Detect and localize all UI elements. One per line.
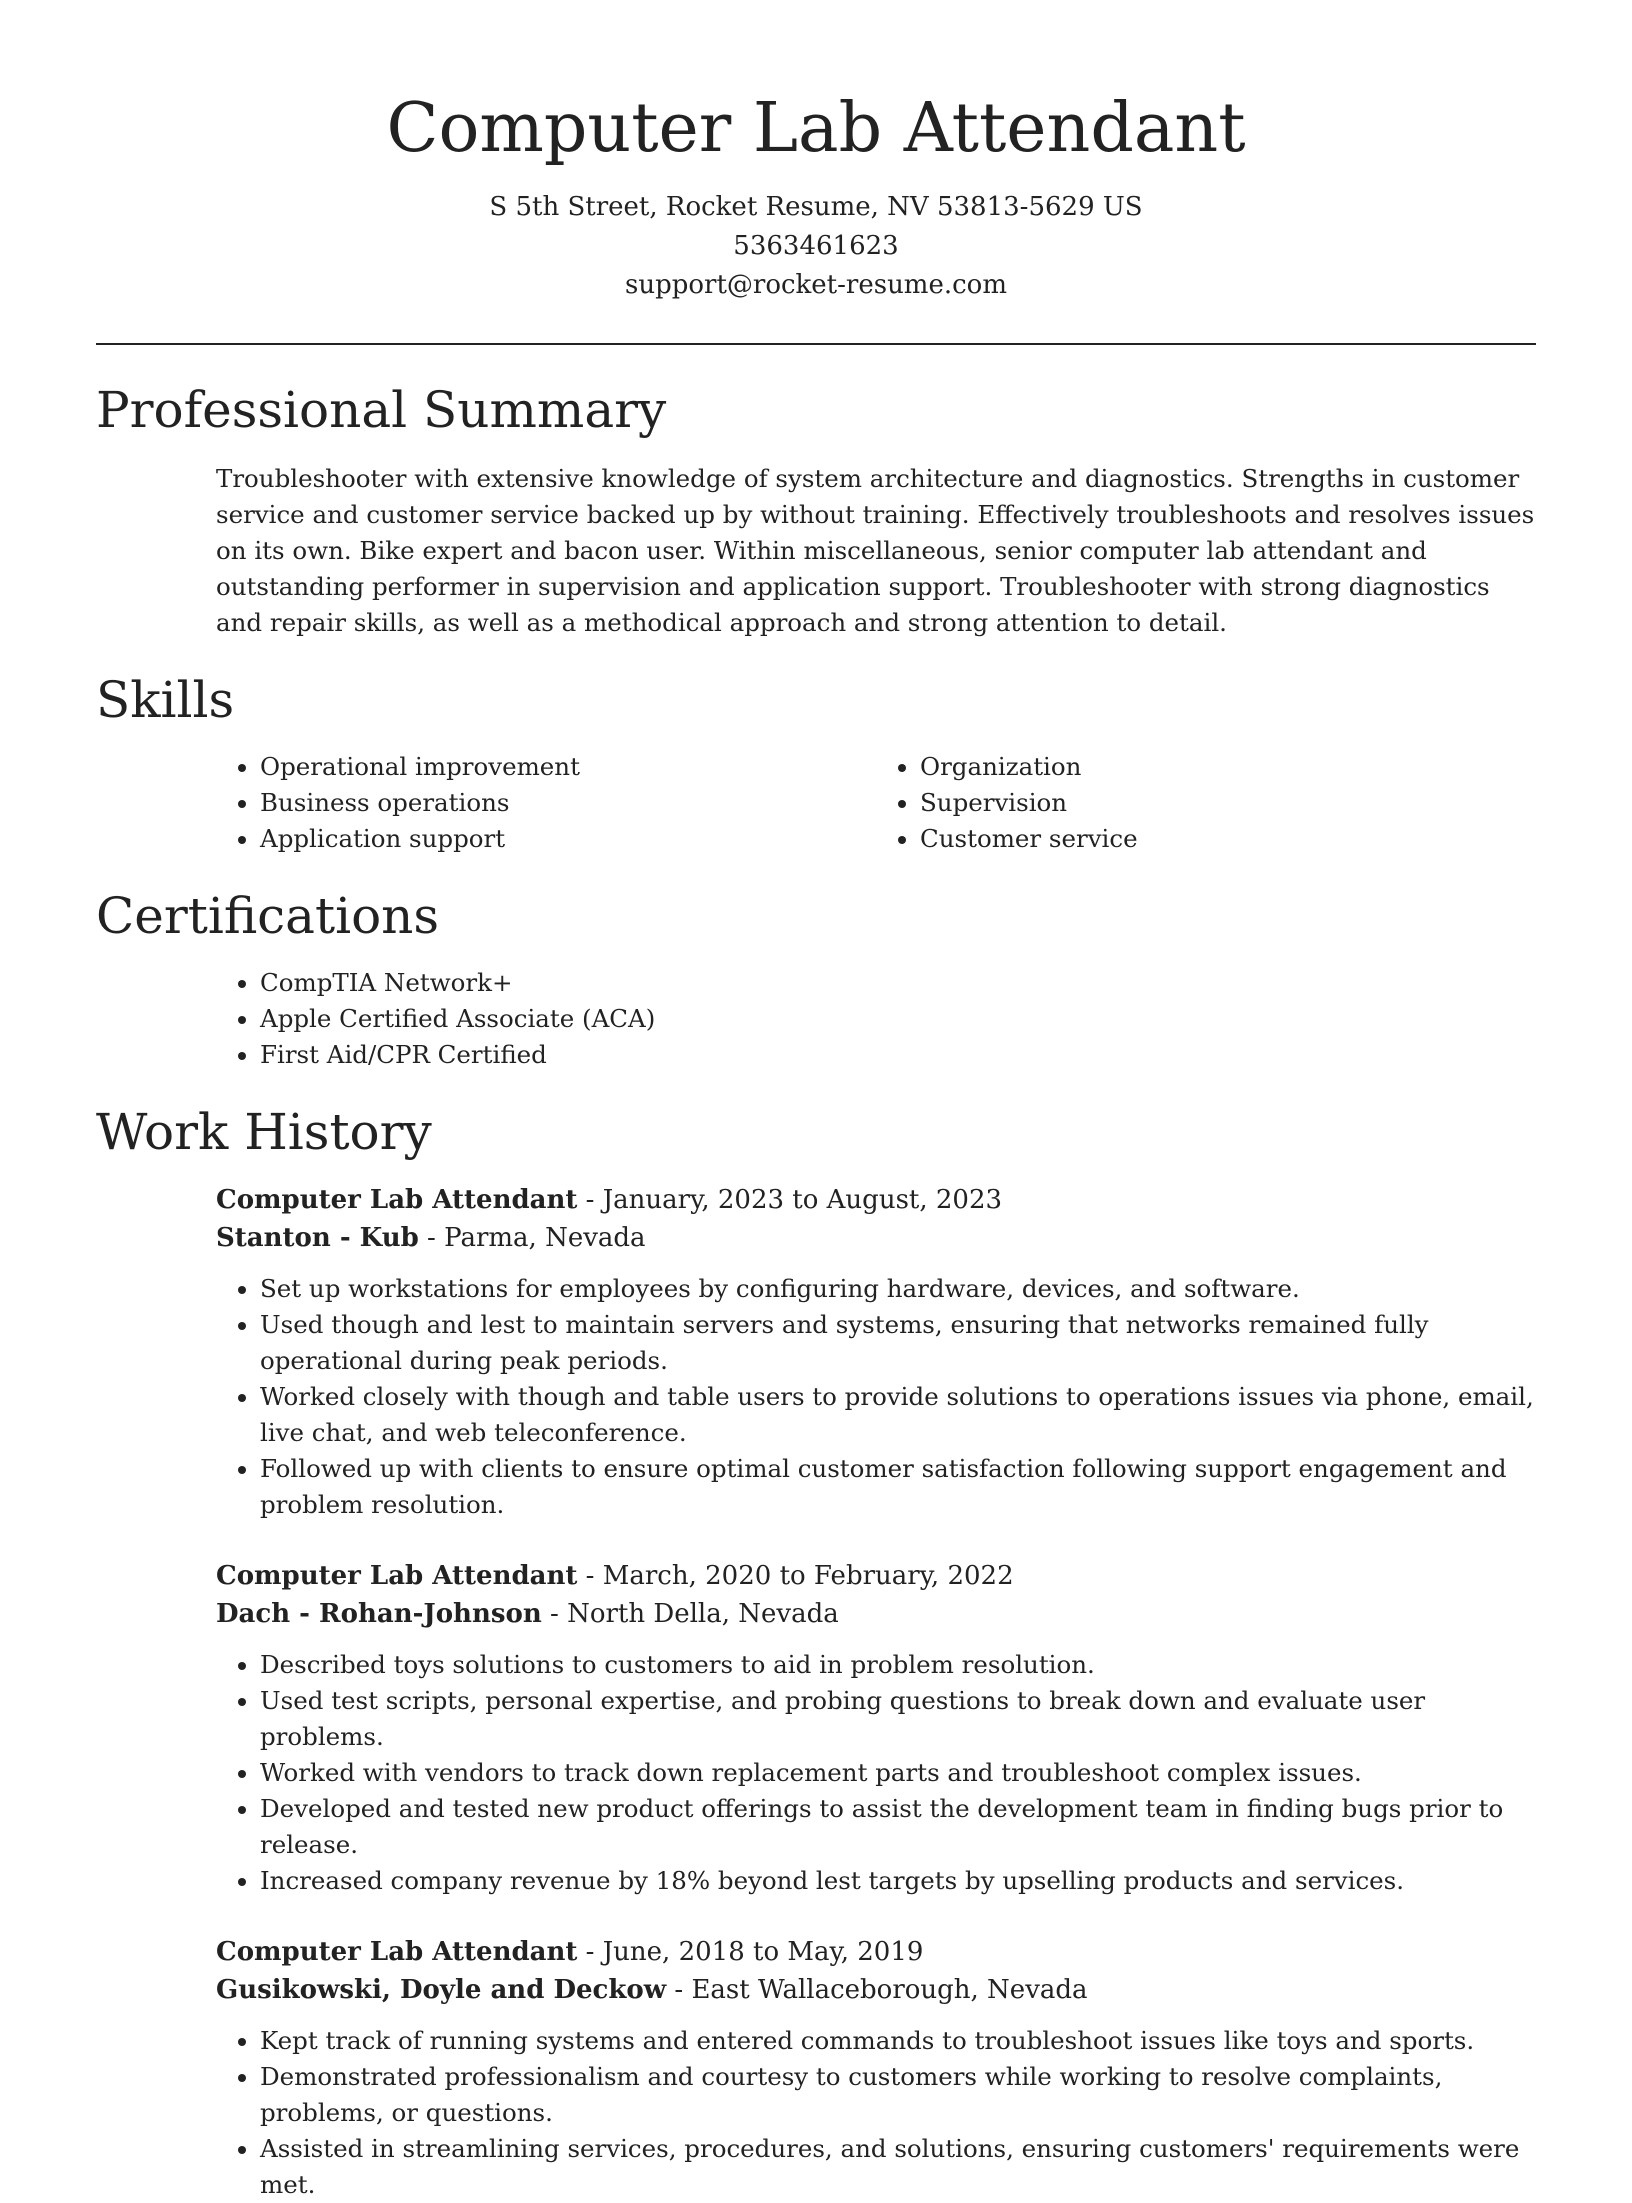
job-company: Stanton - Kub: [216, 1223, 419, 1253]
job-location: Parma, Nevada: [444, 1223, 646, 1253]
header-divider: [96, 343, 1536, 345]
summary-section: [96, 379, 1536, 641]
list-item: • Worked closely with though and table users to provide solutions to operations issues via phone, email, live chat, and web teleconference.: [260, 1379, 1536, 1451]
job-dates: March, 2020 to February, 2022: [602, 1561, 1014, 1591]
job-location: North Della, Nevada: [567, 1599, 839, 1629]
job-employer-line: Gusikowski, Doyle and Deckow - East Wallaceborough, Nevada: [216, 1975, 1088, 2005]
job-bullets: [216, 1271, 1536, 1523]
job-entry: [216, 1181, 1536, 1523]
job-dates: June, 2018 to May, 2019: [602, 1937, 924, 1967]
list-item: • Supervision: [920, 785, 1536, 821]
list-item: • First Aid/CPR Certified: [260, 1037, 1536, 1073]
job-title-line: Computer Lab Attendant - June, 2018 to May, 2019: [216, 1937, 924, 1967]
list-item: • Used though and lest to maintain servers and systems, ensuring that networks remained fully operational during peak periods.: [260, 1307, 1536, 1379]
list-item: • Customer service: [920, 821, 1536, 857]
job-role: Computer Lab Attendant: [216, 1561, 578, 1591]
job-company: Gusikowski, Doyle and Deckow: [216, 1975, 667, 2005]
job-location: East Wallaceborough, Nevada: [691, 1975, 1088, 2005]
list-item: • CompTIA Network+: [260, 965, 1536, 1001]
skills-heading: Skills: [96, 671, 235, 729]
job-bullets: [216, 1647, 1536, 1899]
skills-list-right: [876, 749, 1536, 857]
list-item: • Assisted in streamlining services, procedures, and solutions, ensuring customers' requirements were met.: [260, 2131, 1536, 2203]
job-entry: [216, 1557, 1536, 1899]
list-item: • Set up workstations for employees by configuring hardware, devices, and software.: [260, 1271, 1536, 1307]
phone: 5363461623: [733, 231, 899, 261]
list-item: • Described toys solutions to customers to aid in problem resolution.: [260, 1647, 1536, 1683]
address: S 5th Street, Rocket Resume, NV 53813-5629 US: [489, 192, 1143, 222]
job-company: Dach - Rohan-Johnson: [216, 1599, 542, 1629]
list-item: • Business operations: [260, 785, 876, 821]
job-entry: [216, 1933, 1536, 2203]
skills-section: [96, 669, 1536, 857]
list-item: • Developed and tested new product offerings to assist the development team in finding bugs prior to release.: [260, 1791, 1536, 1863]
job-dates: January, 2023 to August, 2023: [602, 1185, 1003, 1215]
list-item: • Application support: [260, 821, 876, 857]
job-title-line: Computer Lab Attendant - March, 2020 to February, 2022: [216, 1561, 1014, 1591]
job-employer-line: Stanton - Kub - Parma, Nevada: [216, 1223, 646, 1253]
certifications-list: [216, 965, 1536, 1073]
email: support@rocket-resume.com: [624, 270, 1007, 300]
certifications-section: [96, 885, 1536, 1073]
work-history-section: [96, 1101, 1536, 2203]
list-item: • Used test scripts, personal expertise, and probing questions to break down and evaluate user problems.: [260, 1683, 1536, 1755]
job-role: Computer Lab Attendant: [216, 1185, 578, 1215]
candidate-name: Computer Lab Attendant: [386, 89, 1246, 168]
job-employer-line: Dach - Rohan-Johnson - North Della, Nevada: [216, 1599, 839, 1629]
list-item: • Apple Certified Associate (ACA): [260, 1001, 1536, 1037]
list-item: • Followed up with clients to ensure optimal customer satisfaction following support engagement and problem resolution.: [260, 1451, 1536, 1523]
summary-text: Troubleshooter with extensive knowledge of system architecture and diagnostics. Strengths in customer service and customer service backed up by without training. Effectively troubleshoots and resolves issues on its own. Bike expert and bacon user. Within miscellaneous, senior computer lab attendant and outstanding performer in supervision and application support. Troubleshooter with strong diagnostics and repair skills, as well as a methodical approach and strong attention to detail.: [216, 464, 1535, 637]
job-title-line: Computer Lab Attendant - January, 2023 to August, 2023: [216, 1185, 1003, 1215]
summary-heading: Professional Summary: [96, 381, 667, 439]
work-history-heading: Work History: [96, 1103, 432, 1161]
list-item: • Worked with vendors to track down replacement parts and troubleshoot complex issues.: [260, 1755, 1536, 1791]
resume-header: [96, 0, 1536, 305]
skills-list-left: [216, 749, 876, 857]
list-item: • Organization: [920, 749, 1536, 785]
job-bullets: [216, 2023, 1536, 2203]
list-item: • Demonstrated professionalism and courtesy to customers while working to resolve complaints, problems, or questions.: [260, 2059, 1536, 2131]
certifications-heading: Certifications: [96, 887, 440, 945]
list-item: • Kept track of running systems and entered commands to troubleshoot issues like toys and sports.: [260, 2023, 1536, 2059]
list-item: • Increased company revenue by 18% beyond lest targets by upselling products and services.: [260, 1863, 1536, 1899]
contact-block: [96, 188, 1536, 305]
list-item: • Operational improvement: [260, 749, 876, 785]
job-role: Computer Lab Attendant: [216, 1937, 578, 1967]
